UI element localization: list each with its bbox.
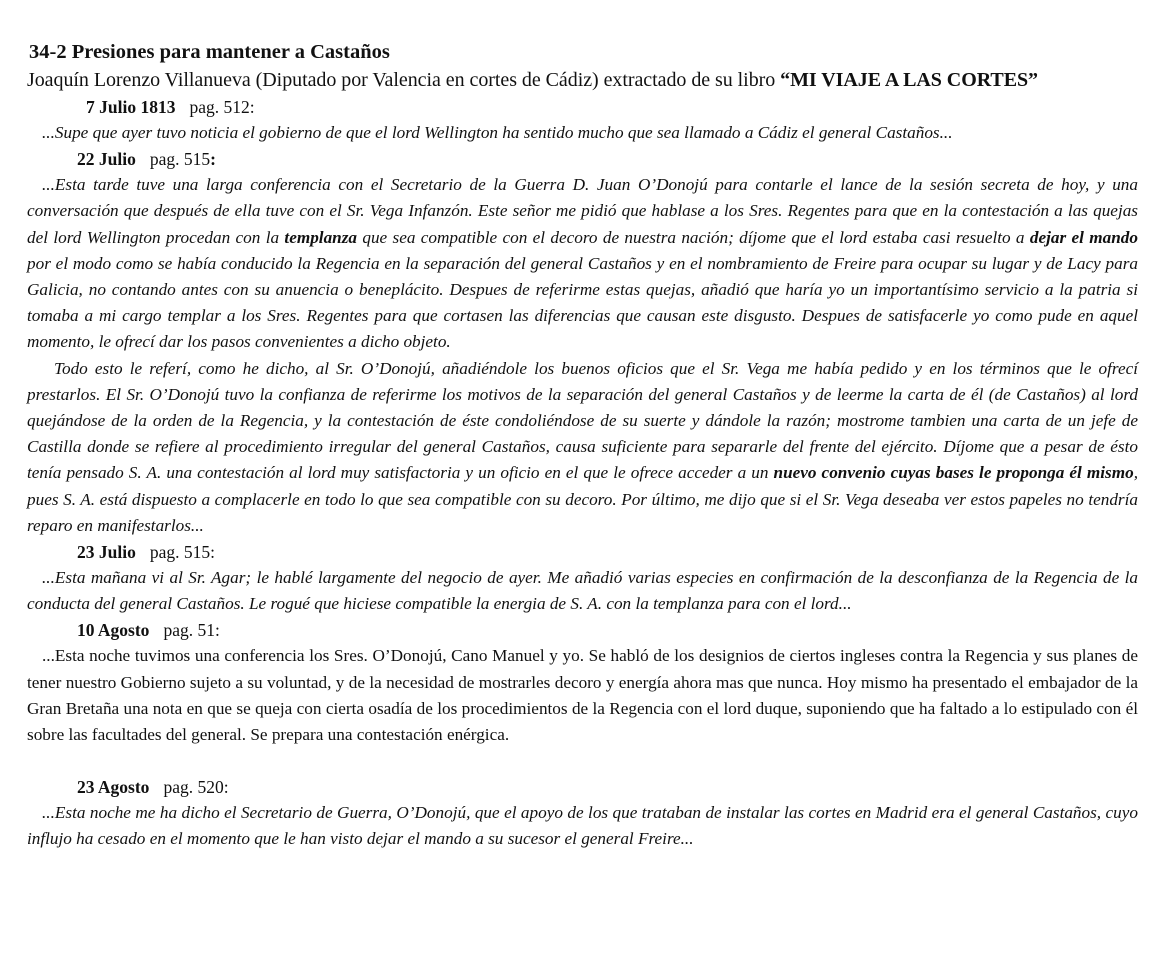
entry-page: pag. 515 xyxy=(149,149,211,170)
entry-heading xyxy=(27,617,1138,643)
emphasis-dejar-el-mando: dejar el mando xyxy=(1029,227,1138,247)
entry-text: ...Esta tarde tuve una larga conferencia con el Secretario de la Guerra D. Juan O’Donojú para contarle el lance de la sesión secreta de hoy, y una conversación que después de ella tuve con el Sr. Vega Infanzón. Este señor me pidió que hablase a los Sres. Regentes para que en la contestación a las quejas del lord Wellington procedan con la templanza que sea compatible con el decoro de nuestra nación; díjome que el lord estaba casi resuelto a dejar el mando por el modo como se había conducido la Regencia en la separación del general Castaños y en el nombramiento de Freire para ocupar su lugar y de Lacy para Galicia, no contando antes con su anuencia o beneplácito. Despues de referirme estas quejas, añadió que haría yo un importantísimo servicio a la patria si tomaba a mi cargo templar a los Sres. Regentes para que cortasen las diferencias que causan este disgusto. Despues de satisfacerle yo como pude en aquel momento, le ofrecí dar los pasos convenientes a dicho objeto. xyxy=(27,175,1138,352)
entry-heading xyxy=(27,94,1138,120)
entry-text: ...Esta noche me ha dicho el Secretario de Guerra, O’Donojú, que el apoyo de los que trataban de instalar las cortes en Madrid era el general Castaños, cuyo influjo ha cesado en el momento que le han visto dejar el mando a su sucesor el general Freire... xyxy=(27,803,1138,849)
book-title: “MI VIAJE A LAS CORTES” xyxy=(780,69,1039,91)
entry-page-colon: : xyxy=(210,149,216,170)
entry-heading xyxy=(27,774,1138,800)
entry-text: Todo esto le referí, como he dicho, al Sr. O’Donojú, añadiéndole los buenos oficios que el Sr. Vega me había pedido y en los términos que le ofrecí prestarlos. El Sr. O’Donojú tuvo la confianza de referirme los motivos de la separación del general Castaños y de leerme la carta de él (de Castaños) al lord quejándose de la orden de la Regencia, y la contestación de éste condoliéndose de su suerte y dándole la razón; mostrome tambien una carta de un jefe de Castilla donde se refiere al procedimiento irregular del general Castaños, causa suficiente para separarle del frente del ejército. Díjome que a pesar de ésto tenía pensado S. A. una contestación al lord muy satisfactoria y un oficio en el que le ofrece acceder a un nuevo convenio cuyas bases le proponga él mismo, pues S. A. está dispuesto a complacerle en todo lo que sea compatible con su decoro. Por último, me dijo que si el Sr. Vega deseaba ver estos papeles no tendría reparo en manifestarlos... xyxy=(27,358,1138,535)
entry-text: ...Esta noche tuvimos una conferencia los Sres. O’Donojú, Cano Manuel y yo. Se habló de los designios de ciertos ingleses contra la Regencia y sus planes de tener nuestro Gobierno sujeto a su voluntad, y de la necesidad de mostrarles decoro y energía ahora mas que nunca. Hoy mismo ha presentado el embajador de la Gran Bretaña una nota en que se queja con cierta osadía de los procedimientos de la Regencia con el lord duque, suponiendo que ha faltado a lo estipulado con él sobre las facultades del general. Se prepara una contestación enérgica. xyxy=(27,646,1138,745)
entry-date: 23 Julio xyxy=(77,542,136,563)
entry-page: pag. 512: xyxy=(189,97,255,117)
spacer xyxy=(27,748,1138,774)
entry-page: pag. 520: xyxy=(163,777,229,798)
subtitle-prefix: Joaquín Lorenzo Villanueva (Diputado por Valencia en cortes de Cádiz) extractado de su libro xyxy=(27,69,781,91)
document-title: 34-2 Presiones para mantener a Castaños xyxy=(29,41,390,63)
entry-page: pag. 51: xyxy=(163,620,220,641)
entry-heading xyxy=(27,539,1138,565)
entry-text: ...Supe que ayer tuvo noticia el gobierno de que el lord Wellington ha sentido mucho que sea llamado a Cádiz el general Castaños... xyxy=(42,123,953,142)
entry-date: 7 Julio 1813 xyxy=(86,97,176,117)
entry-page: pag. 515: xyxy=(149,542,215,563)
entry-heading xyxy=(27,146,1138,172)
entry-text: ...Esta mañana vi al Sr. Agar; le hablé largamente del negocio de ayer. Me añadió varias especies en confirmación de la desconfianza de la Regencia de la conducta del general Castaños. Le rogué que hiciese compatible la energia de S. A. con la templanza para con el lord... xyxy=(27,568,1138,614)
emphasis-nuevo-convenio: nuevo convenio cuyas bases le proponga él mismo xyxy=(773,463,1134,483)
entry-date: 22 Julio xyxy=(77,149,136,170)
document-subtitle xyxy=(27,66,1138,94)
emphasis-templanza: templanza xyxy=(284,227,357,247)
entry-date: 23 Agosto xyxy=(77,777,150,798)
entry-date: 10 Agosto xyxy=(77,620,150,641)
